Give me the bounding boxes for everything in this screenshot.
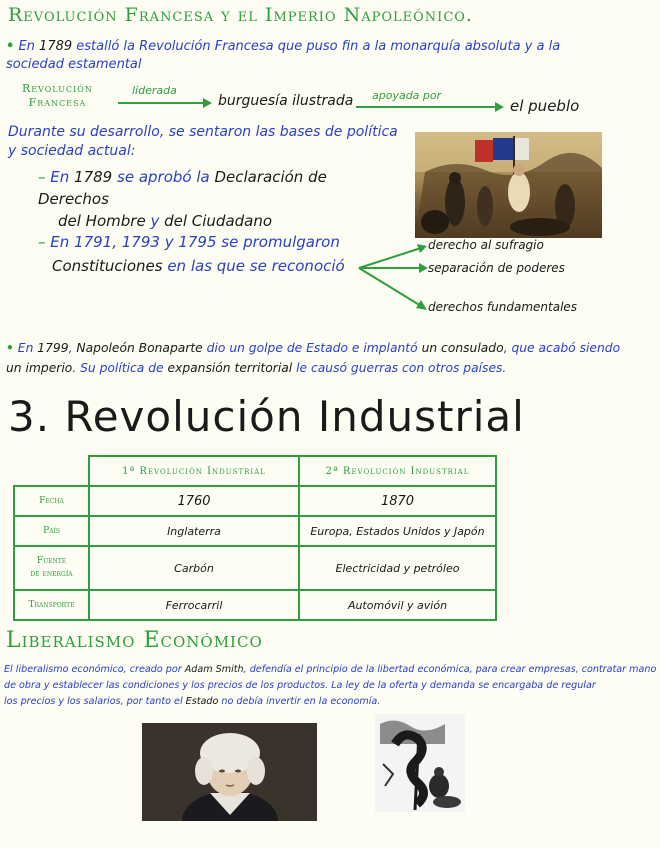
sub-item-constituciones: – En 1791, 1793 y 1795 se promulgaron Constituciones en las que se reconoció bbox=[38, 233, 345, 275]
node-burguesia: burguesía ilustrada bbox=[218, 93, 354, 109]
painting-liberty-leading-image bbox=[415, 132, 602, 238]
table-row bbox=[14, 590, 496, 620]
arrow-apoyada bbox=[356, 106, 496, 108]
bullet-1789: • En 1789 estalló la Revolución Francesa que puso fin a la monarquía absoluta y a la sociedad estamental bbox=[6, 39, 561, 72]
table-row bbox=[14, 486, 496, 516]
cell: Ferrocarril bbox=[89, 590, 299, 620]
arrow-label-liderada: liderada bbox=[132, 84, 177, 97]
cell: 1760 bbox=[89, 486, 299, 516]
portrait-icon bbox=[142, 723, 317, 821]
bullet-dot: • bbox=[6, 39, 15, 54]
cell: Carbón bbox=[89, 546, 299, 590]
cell: Automóvil y avión bbox=[299, 590, 496, 620]
col-header-2: 2ª Revolución Industrial bbox=[299, 456, 496, 486]
cell: Europa, Estados Unidos y Japón bbox=[299, 516, 496, 546]
row-label-pais: País bbox=[14, 516, 89, 546]
row-label-fecha: Fecha bbox=[14, 486, 89, 516]
liberalism-cartoon-image bbox=[375, 714, 465, 812]
section-title-revolucion-industrial: 3. Revolución Industrial bbox=[8, 392, 525, 441]
diagram-box-revolucion: Revolución Francesa bbox=[22, 82, 93, 109]
row-label-fuente: Fuente de energía bbox=[14, 546, 89, 590]
right-fundamentales: derechos fundamentales bbox=[428, 300, 578, 314]
cell: Inglaterra bbox=[89, 516, 299, 546]
section-title-revolucion-francesa: Revolución Francesa y el Imperio Napoleónico. bbox=[8, 4, 473, 26]
section-title-liberalismo: Liberalismo Económico bbox=[6, 628, 263, 653]
cell: 1870 bbox=[299, 486, 496, 516]
branch-arrows-icon bbox=[355, 236, 435, 316]
table-header-row bbox=[14, 456, 496, 486]
durante-text: Durante su desarrollo, se sentaron las bases de política y sociedad actual: bbox=[8, 124, 398, 159]
revolution-table bbox=[13, 455, 497, 621]
col-header-1: 1ª Revolución Industrial bbox=[89, 456, 299, 486]
right-sufragio: derecho al sufragio bbox=[428, 238, 544, 252]
sub-item-1789: – En 1789 se aprobó la Declaración de Derechos del Hombre y del Ciudadano bbox=[38, 168, 327, 230]
node-pueblo: el pueblo bbox=[510, 97, 580, 115]
painting-scene-icon bbox=[415, 132, 602, 238]
bullet-1799: • En 1799, Napoleón Bonaparte dio un golpe de Estado e implantó un consulado, que acabó siendo un imperio. Su política de expansión territorial le causó guerras con otros países. bbox=[6, 341, 621, 375]
table-row bbox=[14, 516, 496, 546]
adam-smith-portrait-image bbox=[142, 723, 317, 821]
arrow-head-1 bbox=[203, 98, 212, 108]
cartoon-icon bbox=[375, 714, 465, 812]
row-label-transporte: Transporte bbox=[14, 590, 89, 620]
table-row bbox=[14, 546, 496, 590]
right-separacion: separación de poderes bbox=[428, 261, 565, 275]
arrow-liderada bbox=[118, 102, 204, 104]
cell: Electricidad y petróleo bbox=[299, 546, 496, 590]
year-1789: 1789 bbox=[39, 39, 73, 54]
arrow-label-apoyada: apoyada por bbox=[372, 89, 442, 102]
arrow-head-2 bbox=[495, 102, 504, 112]
liberalismo-paragraph: El liberalismo económico, creado por Adam Smith, defendía el principio de la libertad económica, para crear empresas, contratar mano de obra y establecer las condiciones y los precios de los productos. La ley de la oferta y demanda se encargaba de regular los precios y los salarios, por tanto el Estado no debía invertir en la economía. bbox=[4, 664, 657, 707]
